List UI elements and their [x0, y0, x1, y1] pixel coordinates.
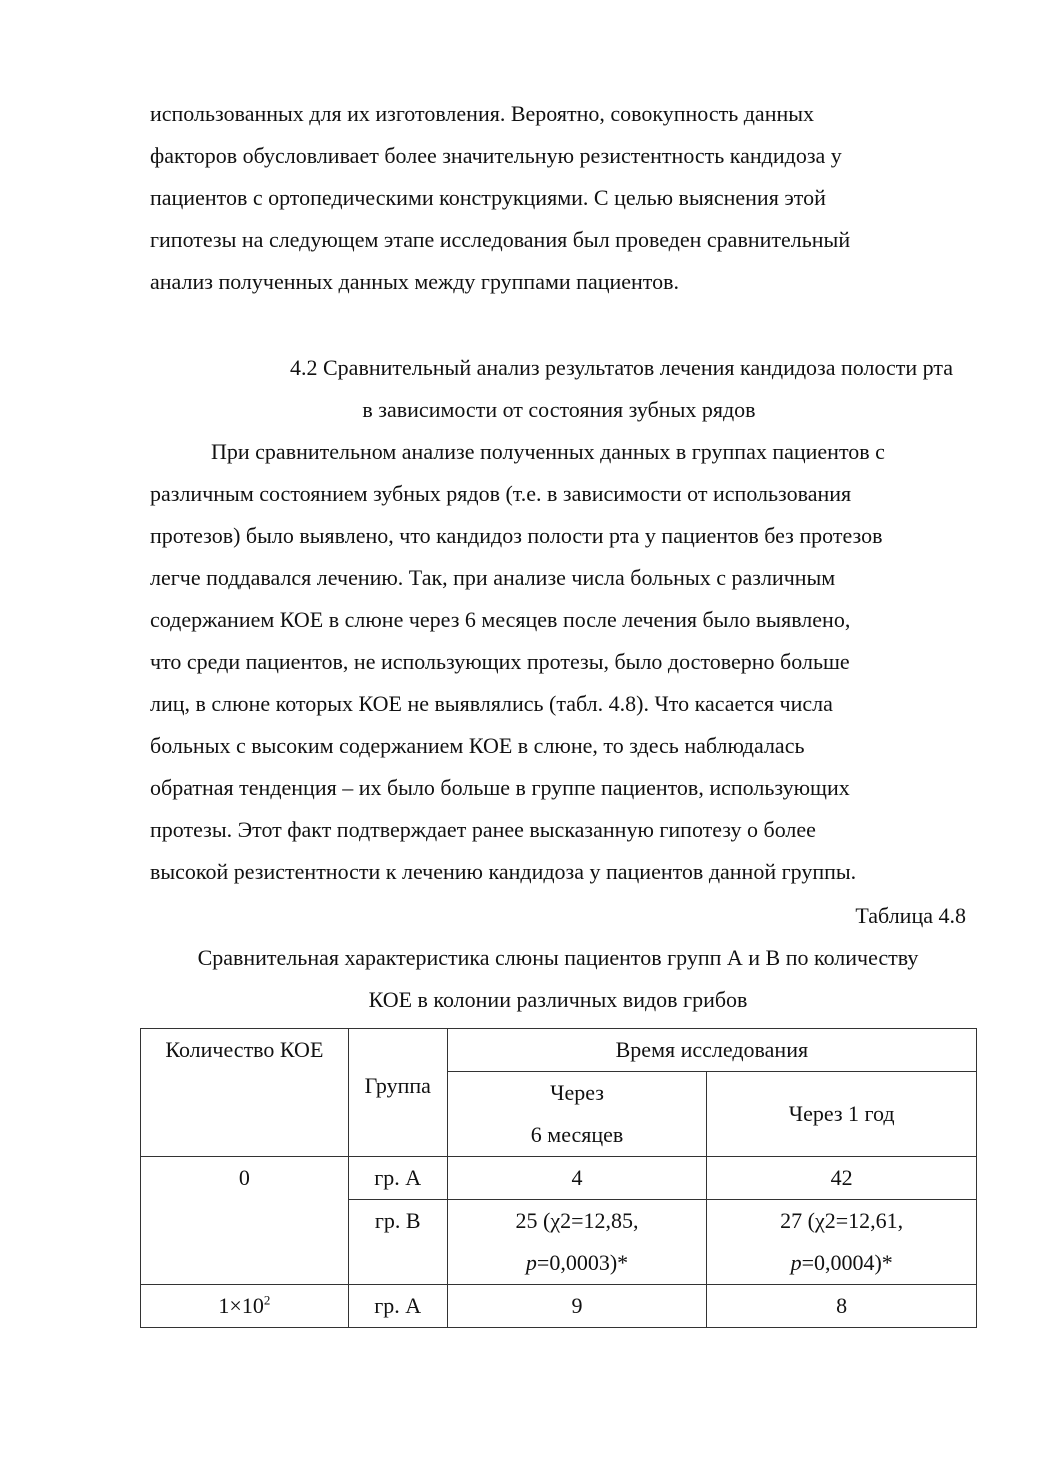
- table-row: [141, 1157, 977, 1200]
- table-caption: [140, 937, 976, 1021]
- cell-group: гр. А: [348, 1157, 447, 1200]
- koe-base: 1×10: [218, 1293, 264, 1318]
- cell-group: гр. В: [348, 1200, 447, 1285]
- p-symbol: p: [790, 1250, 802, 1275]
- cell-1-year: [707, 1200, 977, 1285]
- header-group: Группа: [348, 1029, 447, 1157]
- text-line: использованных для их изготовления. Вероятно, совокупность данных: [150, 101, 815, 126]
- paragraph-intro: [150, 93, 968, 303]
- cell-6-months-line2: =0,0003)*: [536, 1250, 629, 1275]
- table-row: [141, 1285, 977, 1328]
- text-line: гипотезы на следующем этапе исследования был проведен сравнительный: [150, 227, 851, 252]
- text-line: больных с высоким содержанием КОЕ в слюне, то здесь наблюдалась: [150, 733, 805, 758]
- text-line: При сравнительном анализе полученных данных в группах пациентов с: [211, 439, 885, 464]
- text-line: легче поддавался лечению. Так, при анализе числа больных с различным: [150, 565, 836, 590]
- cell-6-months: 9: [447, 1285, 707, 1328]
- results-table: [140, 1028, 977, 1328]
- header-time: Время исследования: [447, 1029, 976, 1072]
- paragraph-analysis: [150, 431, 968, 893]
- header-6-months-line2: 6 месяцев: [530, 1122, 624, 1147]
- table-caption-line1: Сравнительная характеристика слюны пациентов групп А и В по количеству: [197, 945, 919, 970]
- cell-group: гр. А: [348, 1285, 447, 1328]
- text-line: анализ полученных данных между группами пациентов.: [150, 269, 679, 294]
- p-symbol: p: [525, 1250, 537, 1275]
- section-heading-line2: в зависимости от состояния зубных рядов: [362, 397, 756, 422]
- cell-6-months: 4: [447, 1157, 707, 1200]
- text-line: содержанием КОЕ в слюне через 6 месяцев после лечения было выявлено,: [150, 607, 851, 632]
- header-6-months: [447, 1072, 707, 1157]
- koe-exponent: 2: [263, 1292, 271, 1308]
- header-koe: Количество КОЕ: [141, 1029, 349, 1157]
- cell-6-months-line1: 25 (χ2=12,85,: [515, 1208, 639, 1233]
- cell-1-year-line1: 27 (χ2=12,61,: [780, 1208, 904, 1233]
- cell-1-year: 8: [707, 1285, 977, 1328]
- cell-1-year: 42: [707, 1157, 977, 1200]
- table-caption-line2: КОЕ в колонии различных видов грибов: [368, 987, 748, 1012]
- text-line: обратная тенденция – их было больше в группе пациентов, использующих: [150, 775, 850, 800]
- cell-koe: 0: [141, 1157, 349, 1285]
- section-heading: [150, 347, 968, 431]
- text-line: факторов обусловливает более значительную резистентность кандидоза у: [150, 143, 842, 168]
- section-heading-line1: 4.2 Сравнительный анализ результатов лечения кандидоза полости рта: [290, 355, 954, 380]
- table-label: Таблица 4.8: [855, 903, 966, 928]
- text-line: пациентов с ортопедическими конструкциями. С целью выяснения этой: [150, 185, 826, 210]
- text-line: протезов) было выявлено, что кандидоз полости рта у пациентов без протезов: [150, 523, 883, 548]
- text-line: лиц, в слюне которых КОЕ не выявлялись (табл. 4.8). Что касается числа: [150, 691, 833, 716]
- cell-6-months: [447, 1200, 707, 1285]
- text-line: высокой резистентности к лечению кандидоза у пациентов данной группы.: [150, 859, 857, 884]
- cell-1-year-line2: =0,0004)*: [801, 1250, 893, 1275]
- cell-koe: [141, 1285, 349, 1328]
- text-line: протезы. Этот факт подтверждает ранее высказанную гипотезу о более: [150, 817, 816, 842]
- header-1-year: Через 1 год: [707, 1072, 977, 1157]
- table-header-row: [141, 1029, 977, 1072]
- header-6-months-line1: Через: [550, 1080, 604, 1105]
- text-line: что среди пациентов, не использующих протезы, было достоверно больше: [150, 649, 850, 674]
- text-line: различным состоянием зубных рядов (т.е. в зависимости от использования: [150, 481, 852, 506]
